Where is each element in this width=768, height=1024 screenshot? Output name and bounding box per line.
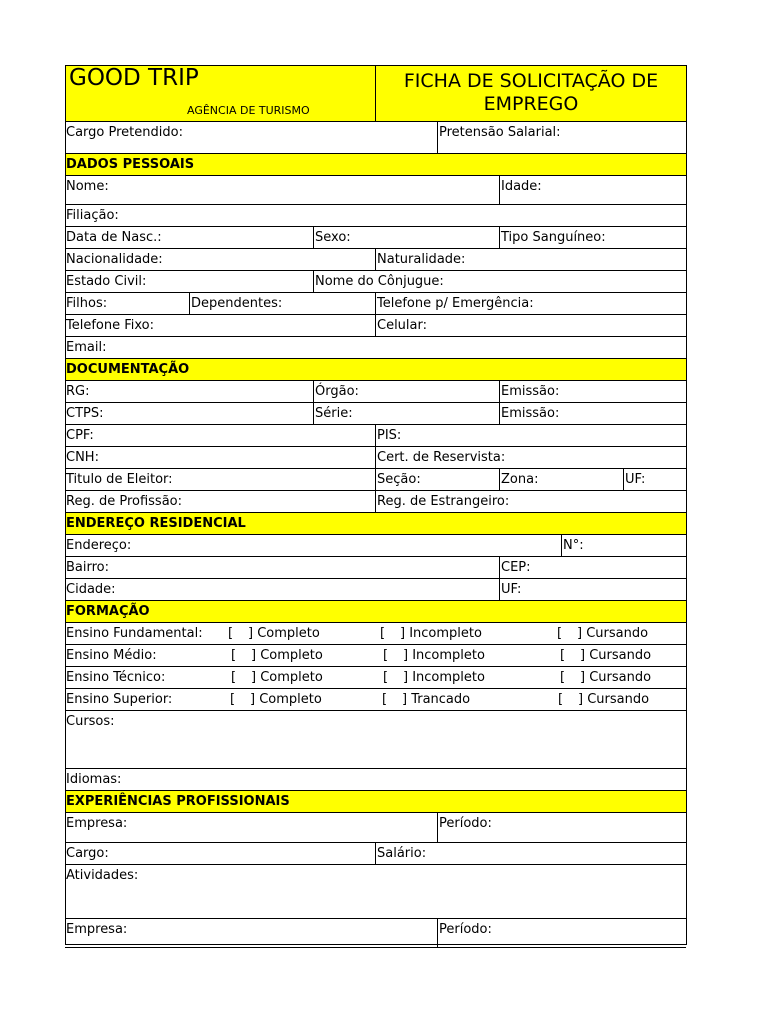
cursando-label: ] Cursando [578, 692, 650, 707]
empresa-field[interactable]: Empresa: [66, 922, 128, 937]
cursando-label: ] Cursando [580, 670, 652, 685]
form-title-line2: EMPREGO [483, 93, 579, 115]
periodo-field[interactable]: Período: [437, 813, 686, 842]
form-row [65, 919, 686, 948]
reg-profissao-field[interactable]: Reg. de Profissão: [66, 494, 183, 509]
form-row [65, 271, 686, 293]
email-field[interactable]: Email: [66, 340, 107, 355]
form-row [65, 205, 686, 227]
completo-checkbox[interactable]: [ [230, 692, 236, 707]
form-row [65, 711, 686, 769]
form-row [65, 403, 686, 425]
trancado-checkbox[interactable]: [ [382, 692, 388, 707]
formacao-row [65, 645, 686, 667]
formacao-level-label: Ensino Fundamental: [66, 626, 203, 641]
form-row [65, 447, 686, 469]
formacao-level-label: Ensino Técnico: [66, 670, 166, 685]
section-title-documentacao: DOCUMENTAÇÃO [66, 362, 190, 377]
form-row [65, 337, 686, 359]
orgao-field[interactable]: Órgão: [313, 381, 499, 402]
form-row [65, 425, 686, 447]
form-row [65, 813, 686, 843]
cep-field[interactable]: CEP: [499, 557, 686, 578]
reservista-field[interactable]: Cert. de Reservista: [375, 447, 686, 468]
brand-name: GOOD TRIP [69, 65, 199, 91]
nacionalidade-field[interactable]: Nacionalidade: [66, 252, 163, 267]
form-row [65, 122, 686, 154]
completo-checkbox[interactable]: [ [231, 670, 237, 685]
dependentes-field[interactable]: Dependentes: [189, 293, 375, 314]
form-title [375, 65, 686, 121]
cursando-checkbox[interactable]: [ [560, 670, 566, 685]
secao-field[interactable]: Seção: [375, 469, 499, 490]
cidade-field[interactable]: Cidade: [66, 582, 116, 597]
section-header [65, 791, 686, 813]
serie-field[interactable]: Série: [313, 403, 499, 424]
section-title-experiencias: EXPERIÊNCIAS PROFISSIONAIS [66, 794, 290, 809]
form-header [65, 65, 686, 122]
experiencia-cargo-field[interactable]: Cargo: [66, 846, 109, 861]
section-header [65, 359, 686, 381]
eleitor-uf-field[interactable]: UF: [623, 469, 686, 490]
form-row [65, 769, 686, 791]
form-row [65, 315, 686, 337]
cursando-checkbox[interactable]: [ [558, 692, 564, 707]
idade-field[interactable]: Idade: [499, 176, 686, 204]
cpf-field[interactable]: CPF: [66, 428, 94, 443]
telefone-fixo-field[interactable]: Telefone Fixo: [66, 318, 155, 333]
incompleto-label: ] Incompleto [403, 670, 485, 685]
employment-form [65, 65, 686, 948]
form-row [65, 293, 686, 315]
cursando-label: ] Cursando [580, 648, 652, 663]
sangue-field[interactable]: Tipo Sanguíneo: [499, 227, 686, 248]
section-header [65, 513, 686, 535]
form-row [65, 469, 686, 491]
form-row [65, 227, 686, 249]
form-row [65, 491, 686, 513]
bairro-field[interactable]: Bairro: [66, 560, 110, 575]
form-row [65, 843, 686, 865]
filhos-field[interactable]: Filhos: [66, 296, 108, 311]
nome-field[interactable]: Nome: [66, 179, 109, 194]
form-row [65, 579, 686, 601]
atividades-field[interactable]: Atividades: [66, 868, 139, 883]
formacao-level-label: Ensino Superior: [66, 692, 173, 707]
formacao-row [65, 623, 686, 645]
completo-label: ] Completo [248, 626, 320, 641]
endereco-uf-field[interactable]: UF: [499, 579, 686, 600]
naturalidade-field[interactable]: Naturalidade: [375, 249, 686, 270]
completo-label: ] Completo [251, 648, 323, 663]
section-header [65, 601, 686, 623]
completo-label: ] Completo [251, 670, 323, 685]
cursando-label: ] Cursando [577, 626, 649, 641]
section-header [65, 154, 686, 176]
incompleto-label: ] Incompleto [403, 648, 485, 663]
form-row [65, 535, 686, 557]
section-title-endereco: ENDEREÇO RESIDENCIAL [66, 516, 246, 531]
nasc-field[interactable]: Data de Nasc.: [66, 230, 162, 245]
pretensao-field[interactable]: Pretensão Salarial: [437, 122, 686, 153]
form-row [65, 249, 686, 271]
incompleto-label: ] Incompleto [400, 626, 482, 641]
form-title-line1: FICHA DE SOLICITAÇÃO DE [403, 70, 659, 92]
formacao-level-label: Ensino Médio: [66, 648, 157, 663]
emergencia-field[interactable]: Telefone p/ Emergência: [375, 293, 686, 314]
periodo-field[interactable]: Período: [437, 919, 686, 947]
rg-field[interactable]: RG: [66, 384, 90, 399]
cursando-checkbox[interactable]: [ [560, 648, 566, 663]
form-row [65, 381, 686, 403]
cargo-field[interactable]: Cargo Pretendido: [66, 125, 183, 140]
formacao-row [65, 689, 686, 711]
celular-field[interactable]: Celular: [375, 315, 686, 336]
form-row [65, 176, 686, 205]
cursando-checkbox[interactable]: [ [557, 626, 563, 641]
incompleto-checkbox[interactable]: [ [383, 648, 389, 663]
incompleto-checkbox[interactable]: [ [380, 626, 386, 641]
pis-field[interactable]: PIS: [375, 425, 686, 446]
titulo-eleitor-field[interactable]: Titulo de Eleitor: [66, 472, 173, 487]
filiacao-field[interactable]: Filiação: [66, 208, 119, 223]
section-title-pessoais: DADOS PESSOAIS [66, 157, 195, 172]
rg-emissao-field[interactable]: Emissão: [499, 381, 686, 402]
empresa-field[interactable]: Empresa: [66, 816, 128, 831]
section-title-formacao: FORMAÇÃO [66, 604, 150, 619]
cnh-field[interactable]: CNH: [66, 450, 99, 465]
reg-estrangeiro-field[interactable]: Reg. de Estrangeiro: [375, 491, 686, 512]
ctps-field[interactable]: CTPS: [66, 406, 104, 421]
completo-label: ] Completo [250, 692, 322, 707]
zona-field[interactable]: Zona: [499, 469, 623, 490]
brand-subtitle: AGÊNCIA DE TURISMO [187, 104, 310, 117]
completo-checkbox[interactable]: [ [228, 626, 234, 641]
conjugue-field[interactable]: Nome do Cônjugue: [313, 271, 686, 292]
idiomas-field[interactable]: Idiomas: [66, 772, 122, 787]
numero-field[interactable]: N°: [561, 535, 686, 556]
formacao-row [65, 667, 686, 689]
sexo-field[interactable]: Sexo: [313, 227, 499, 248]
trancado-label: ] Trancado [402, 692, 471, 707]
salario-field[interactable]: Salário: [375, 843, 686, 864]
endereco-field[interactable]: Endereço: [66, 538, 132, 553]
incompleto-checkbox[interactable]: [ [383, 670, 389, 685]
form-row [65, 557, 686, 579]
completo-checkbox[interactable]: [ [231, 648, 237, 663]
ctps-emissao-field[interactable]: Emissão: [499, 403, 686, 424]
cursos-field[interactable]: Cursos: [66, 714, 115, 729]
estado-civil-field[interactable]: Estado Civil: [66, 274, 147, 289]
form-row [65, 865, 686, 919]
